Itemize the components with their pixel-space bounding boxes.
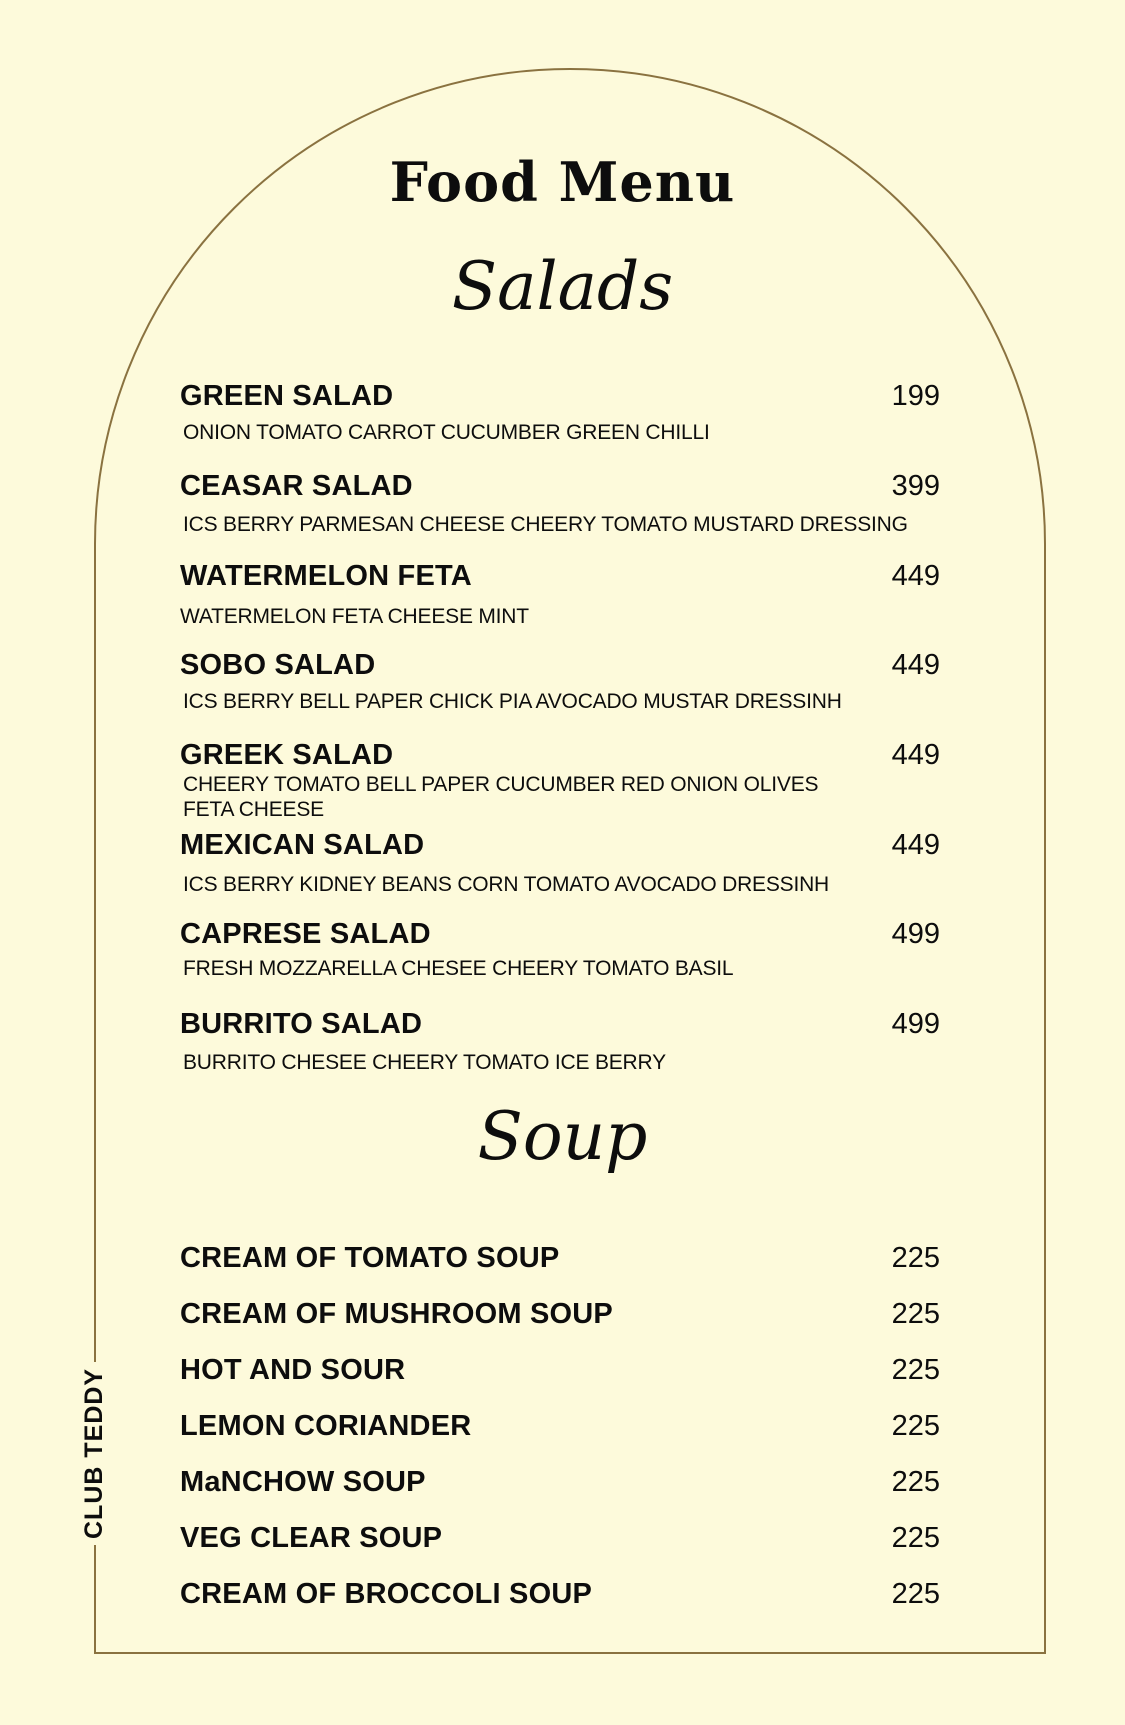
item-description: BURRITO CHESEE CHEERY TOMATO ICE BERRY [183,1051,666,1074]
item-name: CEASAR SALAD [180,470,413,502]
item-description: ICS BERRY PARMESAN CHEESE CHEERY TOMATO MUSTARD DRESSING [183,513,908,536]
item-price: 225 [891,1522,940,1554]
item-name: GREEN SALAD [180,380,394,412]
menu-title: Food Menu [389,150,736,214]
item-price: 225 [891,1298,940,1330]
item-price: 225 [891,1466,940,1498]
item-name: MaNCHOW SOUP [180,1466,426,1498]
salads-heading: Salads [451,248,674,325]
item-price: 449 [891,560,940,592]
item-name: CREAM OF MUSHROOM SOUP [180,1298,613,1330]
item-description: ICS BERRY BELL PAPER CHICK PIA AVOCADO MUSTAR DRESSINH [183,690,842,713]
item-price: 499 [891,1008,940,1040]
item-price: 225 [891,1578,940,1610]
item-price: 449 [891,739,940,771]
item-description: ICS BERRY KIDNEY BEANS CORN TOMATO AVOCADO DRESSINH [183,873,830,896]
item-price: 199 [891,380,940,412]
item-name: MEXICAN SALAD [180,829,425,861]
item-description: ONION TOMATO CARROT CUCUMBER GREEN CHILLI [183,421,710,444]
item-name: GREEK SALAD [180,739,394,771]
item-name: HOT AND SOUR [180,1354,406,1386]
item-description: CHEERY TOMATO BELL PAPER CUCUMBER RED ONION OLIVES FETA CHEESE [183,773,819,821]
item-description: FRESH MOZZARELLA CHESEE CHEERY TOMATO BASIL [183,957,734,980]
item-price: 225 [891,1242,940,1274]
item-description: WATERMELON FETA CHEESE MINT [180,605,529,628]
soup-heading: Soup [477,1098,648,1175]
item-name: LEMON CORIANDER [180,1410,472,1442]
item-name: CREAM OF BROCCOLI SOUP [180,1578,593,1610]
item-name: SOBO SALAD [180,649,376,681]
brand-label: CLUB TEDDY [80,1362,109,1545]
item-price: 399 [891,470,940,502]
item-price: 499 [891,918,940,950]
item-name: CREAM OF TOMATO SOUP [180,1242,560,1274]
item-price: 449 [891,649,940,681]
item-name: WATERMELON FETA [180,560,472,592]
item-name: CAPRESE SALAD [180,918,431,950]
item-name: BURRITO SALAD [180,1008,423,1040]
item-price: 449 [891,829,940,861]
item-price: 225 [891,1410,940,1442]
item-name: VEG CLEAR SOUP [180,1522,443,1554]
item-price: 225 [891,1354,940,1386]
